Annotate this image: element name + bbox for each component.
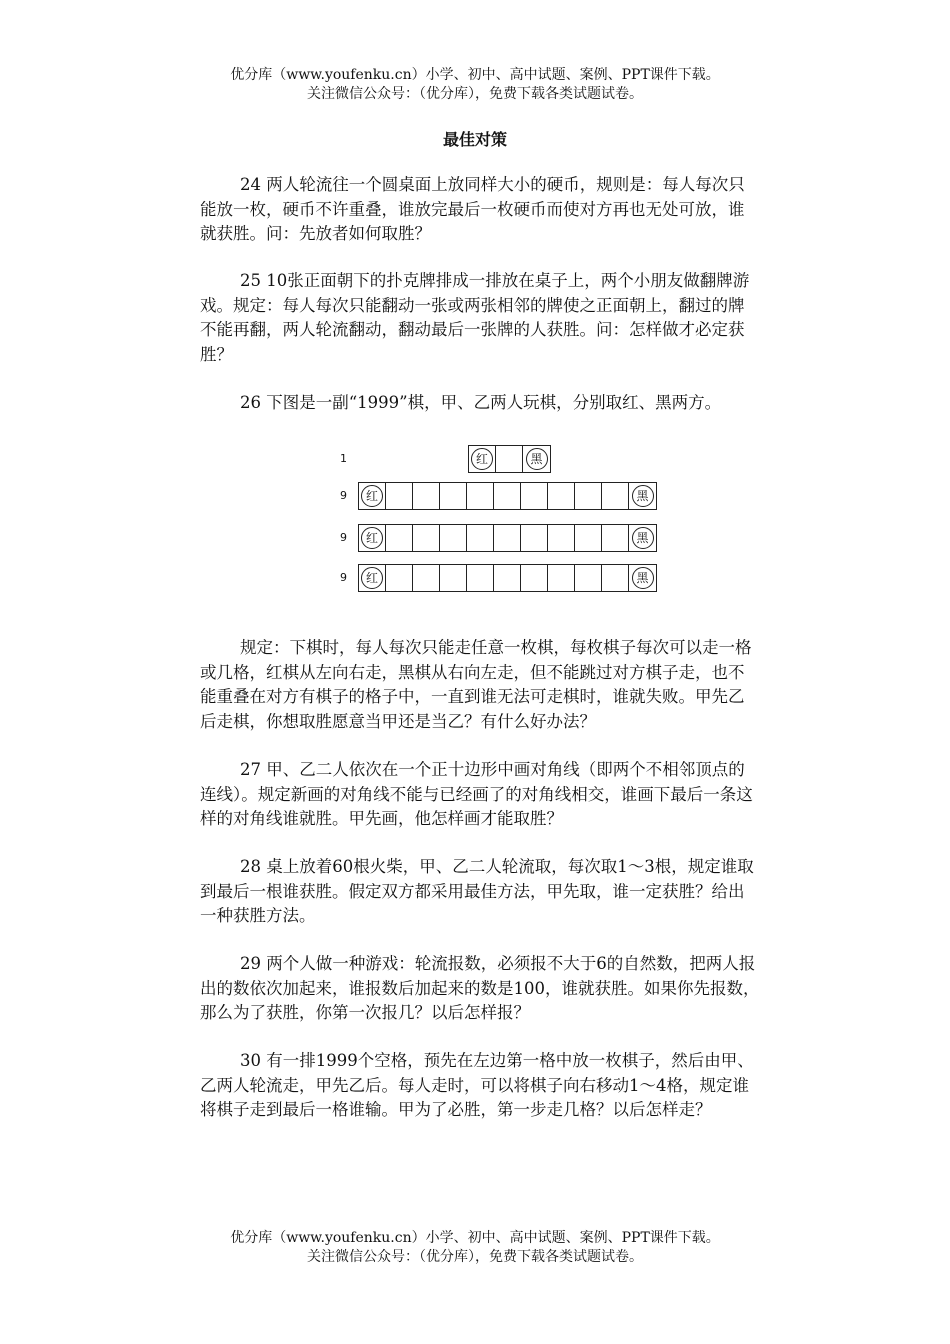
problem-30: 30 有一排1999个空格，预先在左边第一格中放一枚棋子，然后由甲、乙两人轮流走，甲先乙后。每人走时，可以将棋子向右移动1～4格，规定谁将棋子走到最后一格谁输。甲为了必胜，第一步走几格？以后怎样走？	[200, 1051, 754, 1119]
problem-25: 25 10张正面朝下的扑克牌排成一排放在桌子上，两个小朋友做翻牌游戏。规定：每人每次只能翻动一张或两张相邻的牌使之正面朝上，翻过的牌不能再翻，两人轮流翻动，翻动最后一张牌的人获胜。问：怎样做才必定获胜？	[200, 271, 750, 364]
board-cell	[440, 483, 467, 509]
page-footer	[0, 1229, 950, 1267]
black-piece: 黑	[632, 567, 654, 589]
row-cells	[358, 524, 657, 552]
problem-26-rule: 规定：下棋时，每人每次只能走任意一枚棋，每枚棋子每次可以走一格或几格，红棋从左向右走，黑棋从右向左走，但不能跳过对方棋子走，也不能重叠在对方有棋子的格子中，一直到谁无法可走棋时，谁就失败。甲先乙后走棋，你想取胜愿意当甲还是当乙？有什么好办法？	[200, 638, 752, 731]
footer-line-1: 优分库（www.youfenku.cn）小学、初中、高中试题、案例、PPT课件下载。	[230, 1230, 720, 1246]
row-label: 9	[340, 571, 347, 584]
page-header	[0, 66, 950, 104]
black-piece: 黑	[632, 485, 654, 507]
footer-line-2: 关注微信公众号：（优分库），免费下载各类试题试卷。	[307, 1249, 643, 1265]
board-cell	[413, 565, 440, 591]
board-cell	[494, 525, 521, 551]
board-cell	[413, 483, 440, 509]
board-cell	[629, 483, 656, 509]
page-title: 最佳对策	[442, 130, 507, 149]
board-cell	[521, 483, 548, 509]
header-line-1: 优分库（www.youfenku.cn）小学、初中、高中试题、案例、PPT课件下载。	[230, 67, 720, 83]
board-cell	[467, 483, 494, 509]
board-cell	[575, 565, 602, 591]
problem-24: 24 两人轮流往一个圆桌面上放同样大小的硬币，规则是：每人每次只能放一枚，硬币不许重叠，谁放完最后一枚硬币而使对方再也无处可放，谁就获胜。问：先放者如何取胜？	[200, 175, 745, 243]
problem-26: 26 下图是一副“1999”棋，甲、乙两人玩棋，分别取红、黑两方。	[240, 393, 722, 412]
row-cells	[468, 445, 551, 473]
row-label: 9	[340, 489, 347, 502]
board-cell	[467, 565, 494, 591]
board-cell	[575, 525, 602, 551]
chess-board-diagram	[340, 442, 680, 592]
board-cell	[521, 565, 548, 591]
header-line-2: 关注微信公众号：（优分库），免费下载各类试题试卷。	[307, 86, 643, 102]
board-cell	[386, 565, 413, 591]
board-cell	[494, 565, 521, 591]
board-cell	[359, 483, 386, 509]
board-cell	[494, 483, 521, 509]
black-piece: 黑	[526, 448, 548, 470]
board-cell	[359, 525, 386, 551]
board-cell	[521, 525, 548, 551]
board-cell	[602, 483, 629, 509]
board-cell	[440, 565, 467, 591]
row-cells	[358, 564, 657, 592]
board-cell	[359, 565, 386, 591]
board-cell	[548, 525, 575, 551]
board-cell	[440, 525, 467, 551]
board-cell	[575, 483, 602, 509]
row-label: 9	[340, 531, 347, 544]
red-piece: 红	[471, 448, 493, 470]
board-cell	[629, 565, 656, 591]
black-piece: 黑	[632, 527, 654, 549]
row-cells	[358, 482, 657, 510]
red-piece: 红	[361, 527, 383, 549]
row-label: 1	[340, 452, 347, 465]
problem-28: 28 桌上放着60根火柴，甲、乙二人轮流取，每次取1～3根，规定谁取到最后一根谁获胜。假定双方都采用最佳方法，甲先取，谁一定获胜？给出一种获胜方法。	[200, 857, 754, 925]
board-cell	[602, 525, 629, 551]
board-cell	[548, 565, 575, 591]
board-cell	[386, 483, 413, 509]
red-piece: 红	[361, 567, 383, 589]
board-cell	[496, 446, 523, 472]
board-cell	[602, 565, 629, 591]
problem-27: 27 甲、乙二人依次在一个正十边形中画对角线（即两个不相邻顶点的连线）。规定新画的对角线不能与已经画了的对角线相交，谁画下最后一条这样的对角线谁就胜。甲先画，他怎样画才能取胜？	[200, 760, 753, 828]
red-piece: 红	[361, 485, 383, 507]
board-cell	[413, 525, 440, 551]
board-cell	[467, 525, 494, 551]
board-cell	[629, 525, 656, 551]
problem-29: 29 两个人做一种游戏：轮流报数，必须报不大于6的自然数，把两人报出的数依次加起来，谁报数后加起来的数是100，谁就获胜。如果你先报数，那么为了获胜，你第一次报几？以后怎样报？	[200, 954, 760, 1022]
board-cell	[386, 525, 413, 551]
board-cell	[469, 446, 496, 472]
board-cell	[548, 483, 575, 509]
board-cell	[523, 446, 550, 472]
